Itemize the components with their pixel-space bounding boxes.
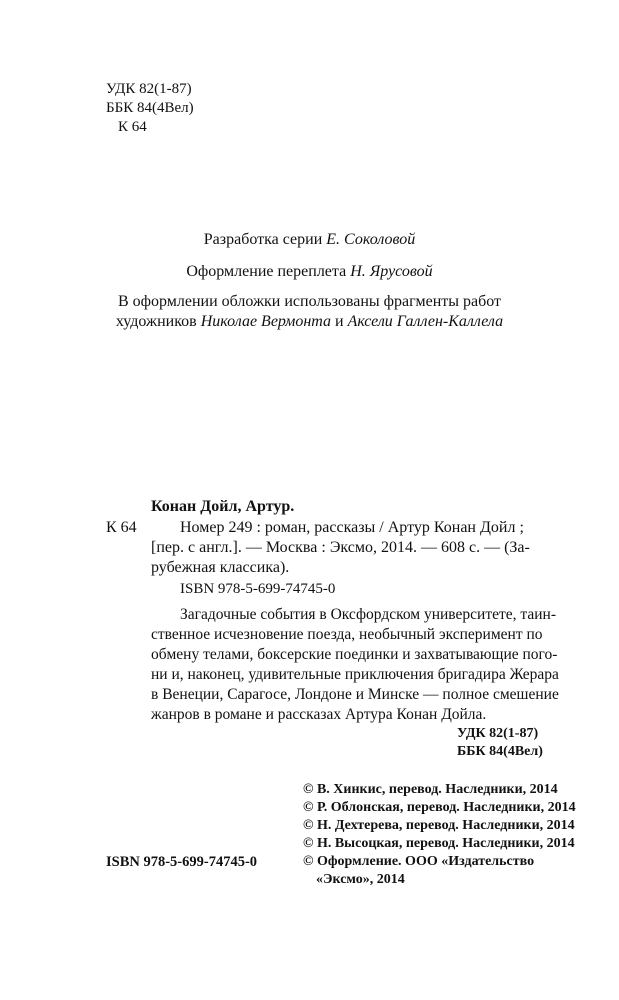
- cover-credit-prefix: художников: [115, 313, 197, 330]
- annotation-line-5: в Венеции, Сарагосе, Лондоне и Минске — полное смешение: [151, 686, 559, 703]
- cover-credit-line1: В оформлении обложки использованы фрагменты работ: [117, 293, 502, 310]
- catalog-isbn: ISBN 978-5-699-74745-0: [180, 581, 336, 597]
- copyright-line-2: © Р. Облонская, перевод. Наследники, 2014: [303, 800, 576, 815]
- series-credit-label: Разработка серии: [203, 231, 323, 248]
- catalog-author: Конан Дойл, Артур.: [151, 498, 295, 515]
- cover-and: и: [335, 313, 344, 330]
- annotation-line-4: ни и, наконец, удивительные приключения бригадира Жерара: [151, 666, 559, 683]
- author-mark-top: К 64: [118, 119, 147, 135]
- annotation-line-1: Загадочные события в Оксфордском университете, таин-: [180, 606, 556, 623]
- copyright-line-5: © Оформление. ООО «Издательство: [303, 854, 535, 869]
- annotation-line-3: обмену телами, боксерские поединки и захватывающие пого-: [151, 646, 558, 663]
- binding-credit-label: Оформление переплета: [186, 263, 347, 280]
- catalog-desc-line-2: [пер. с англ.]. — Москва : Эксмо, 2014. — 608 с. — (За-: [151, 539, 530, 556]
- binding-credit: [0, 262, 619, 282]
- catalog-mark: К 64: [106, 519, 137, 536]
- cover-credit-line2: [0, 312, 619, 332]
- udk-code-top: УДК 82(1-87): [106, 81, 192, 97]
- catalog-desc-line-3: рубежная классика).: [151, 559, 290, 576]
- cover-artist-1: Николае Вермонта: [200, 313, 332, 330]
- copyright-line-4: © Н. Высоцкая, перевод. Наследники, 2014: [303, 836, 575, 851]
- annotation-line-6: жанров в романе и рассказах Артура Конан Дойла.: [151, 706, 487, 723]
- bbk-code-bottom: ББК 84(4Вел): [457, 744, 543, 759]
- series-credit-name: Е. Соколовой: [326, 231, 416, 248]
- annotation-line-2: ственное исчезновение поезда, необычный эксперимент по: [151, 626, 543, 643]
- catalog-desc-line-1: Номер 249 : роман, рассказы / Артур Конан Дойл ;: [180, 519, 524, 536]
- series-credit: [0, 230, 619, 250]
- copyright-line-6: «Эксмо», 2014: [316, 872, 405, 887]
- footer-isbn: ISBN 978-5-699-74745-0: [106, 854, 258, 870]
- copyright-line-3: © Н. Дехтерева, перевод. Наследники, 2014: [303, 818, 575, 833]
- copyright-line-1: © В. Хинкис, перевод. Наследники, 2014: [303, 782, 558, 797]
- udk-code-bottom: УДК 82(1-87): [457, 726, 539, 741]
- binding-credit-name: Н. Ярусовой: [350, 263, 433, 280]
- bbk-code-top: ББК 84(4Вел): [106, 100, 194, 116]
- cover-artist-2: Аксели Галлен-Каллела: [347, 313, 504, 330]
